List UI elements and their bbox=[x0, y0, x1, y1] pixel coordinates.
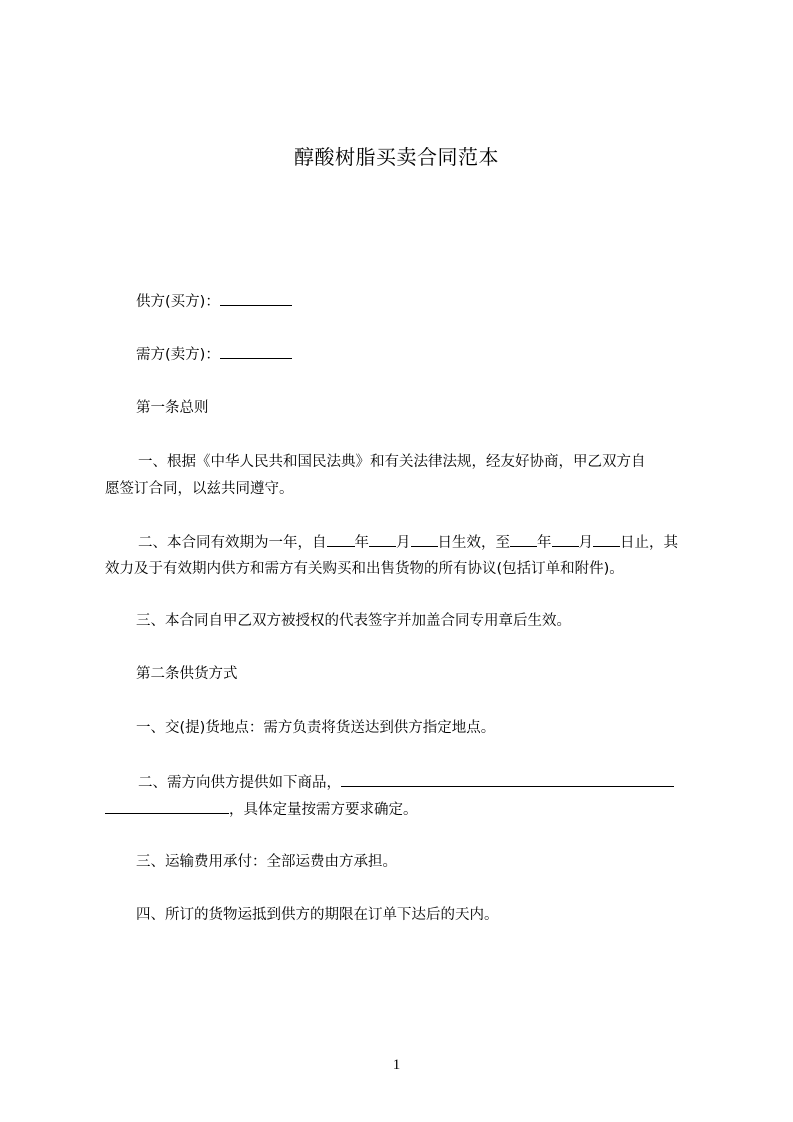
start-day-blank bbox=[411, 531, 438, 547]
article-2-clause-2-line-1 bbox=[138, 771, 674, 794]
article-1-clause-1-line-1: 一、根据《中华人民共和国民法典》和有关法律法规，经友好协商，甲乙双方自 bbox=[138, 454, 646, 470]
supplier-line bbox=[136, 290, 292, 313]
article-2-clause-3: 三、运输费用承付：全部运费由方承担。 bbox=[136, 854, 397, 870]
clause-2-text-start: 二、本合同有效期为一年，自 bbox=[138, 535, 327, 551]
month-label-2: 月 bbox=[578, 535, 593, 551]
document-title: 醇酸树脂买卖合同范本 bbox=[294, 145, 499, 169]
quantity-clause-text: ，具体定量按需方要求确定。 bbox=[229, 802, 418, 818]
goods-clause-text: 二、需方向供方提供如下商品， bbox=[138, 775, 341, 791]
article-1-clause-2-line-2: 效力及于有效期内供方和需方有关购买和出售货物的所有协议(包括订单和附件)。 bbox=[105, 561, 624, 577]
end-label: 日止，其 bbox=[620, 535, 678, 551]
end-day-blank bbox=[593, 531, 620, 547]
supplier-label: 供方(买方)： bbox=[136, 294, 220, 310]
article-1-heading: 第一条总则 bbox=[136, 400, 209, 416]
end-month-blank bbox=[552, 531, 579, 547]
article-2-heading: 第二条供货方式 bbox=[136, 666, 238, 682]
goods-blank-1 bbox=[341, 771, 674, 787]
article-2-clause-4: 四、所订的货物运抵到供方的期限在订单下达后的天内。 bbox=[136, 907, 499, 923]
start-year-blank bbox=[327, 531, 355, 547]
article-1-clause-1-line-2: 愿签订合同，以兹共同遵守。 bbox=[105, 481, 294, 497]
article-2-clause-2-line-2 bbox=[105, 798, 418, 821]
year-label-2: 年 bbox=[537, 535, 552, 551]
end-year-blank bbox=[510, 531, 537, 547]
buyer-label: 需方(卖方)： bbox=[136, 347, 220, 363]
article-1-clause-2-line-1 bbox=[138, 531, 678, 554]
buyer-blank bbox=[220, 343, 292, 359]
buyer-line bbox=[136, 343, 292, 366]
article-1-clause-3: 三、本合同自甲乙双方被授权的代表签字并加盖合同专用章后生效。 bbox=[136, 613, 571, 629]
year-label: 年 bbox=[354, 535, 369, 551]
page-number: 1 bbox=[392, 1057, 401, 1073]
article-2-clause-1: 一、交(提)货地点：需方负责将货送达到供方指定地点。 bbox=[136, 720, 496, 736]
goods-blank-2 bbox=[105, 798, 229, 814]
month-label: 月 bbox=[396, 535, 411, 551]
effective-label: 日生效，至 bbox=[437, 535, 510, 551]
supplier-blank bbox=[220, 290, 292, 306]
start-month-blank bbox=[369, 531, 396, 547]
